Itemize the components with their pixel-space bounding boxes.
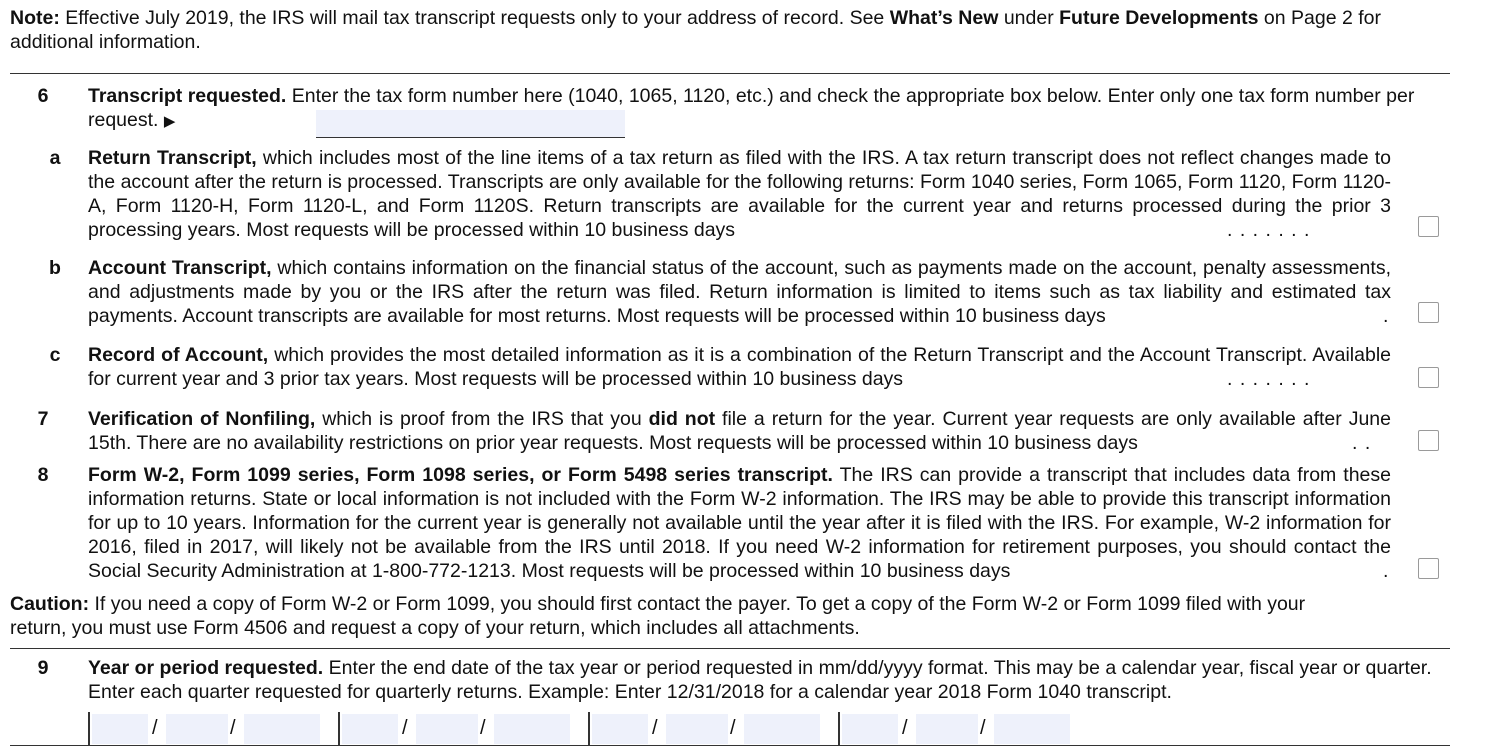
line-9-text	[88, 656, 1450, 704]
year-input[interactable]	[744, 714, 820, 744]
caution-paragraph	[10, 592, 1360, 640]
day-input[interactable]	[166, 714, 228, 744]
item-a-body: which includes most of the line items of a tax return as filed with the IRS. A tax return transcript does not reflect changes made to the account after the return is processed. Transcripts are only available for the following returns: Form 1040 series, Form 1065, Form 1120, Form 1120-A, Form 1120-H, Form 1120-L, and Form 1120S. Return transcripts are available for the current year and returns processed during the prior 3 processing years. Most requests will be processed within 10 business days	[88, 147, 1391, 241]
caution-label: Caution:	[10, 593, 90, 615]
date-slash: /	[652, 717, 658, 739]
verification-of-nonfiling-checkbox[interactable]	[1418, 430, 1439, 451]
item-a-title: Return Transcript,	[88, 147, 257, 169]
item-a-dots: . . . . . . .	[1227, 219, 1311, 241]
day-input[interactable]	[416, 714, 478, 744]
item-a-letter: a	[49, 147, 61, 169]
line-9-body: Enter the end date of the tax year or period requested in mm/dd/yyyy format. This may be a calendar year, fiscal year or quarter. Enter each quarter requested for quarterly returns. Example: Enter 12/31/2018 for a calendar year 2018 Form 1040 transcript.	[88, 657, 1432, 703]
year-input[interactable]	[994, 714, 1070, 744]
month-input[interactable]	[342, 714, 398, 744]
line-7-number: 7	[37, 408, 49, 430]
line-8-text	[88, 463, 1391, 583]
note-text-2: under	[998, 7, 1060, 29]
arrow-icon: ▶	[163, 113, 176, 130]
line-8-body: The IRS can provide a transcript that includes data from these information returns. State or local information is not included with the Form W-2 information. The IRS may be able to provide this transcript information for up to 10 years. Information for the current year is generally not available until the year after it is filed with the IRS. For example, W-2 information for 2016, filed in 2017, will likely not be available from the IRS until 2018. If you need W-2 information for retirement purposes, you should contact the Social Security Administration at 1-800-772-1213. Most requests will be processed within 10 business days	[88, 464, 1391, 582]
line-6-text	[88, 84, 1450, 134]
note-text-1: Effective July 2019, the IRS will mail tax transcript requests only to your address of record. See	[59, 7, 890, 29]
period-date-field-3[interactable]	[588, 712, 820, 746]
month-input[interactable]	[592, 714, 648, 744]
item-c-dots: . . . . . . .	[1227, 368, 1311, 390]
item-c-text	[88, 343, 1391, 391]
note-future-developments: Future Developments	[1059, 7, 1259, 29]
date-slash: /	[980, 717, 986, 739]
tax-form-number-input[interactable]	[316, 110, 625, 138]
date-slash: /	[902, 717, 908, 739]
item-c-letter: c	[49, 344, 61, 366]
item-b-title: Account Transcript,	[88, 257, 272, 279]
date-slash: /	[152, 717, 158, 739]
information-returns-transcript-checkbox[interactable]	[1418, 558, 1439, 579]
caution-text: If you need a copy of Form W-2 or Form 1099, you should first contact the payer. To get a copy of the Form W-2 or Form 1099 filed with your return, you must use Form 4506 and request a copy of your return, which includes all attachments.	[10, 593, 1306, 639]
item-b-text	[88, 256, 1391, 328]
date-slash: /	[480, 717, 486, 739]
date-slash: /	[730, 717, 736, 739]
note-label: Note:	[10, 7, 60, 29]
date-slash: /	[402, 717, 408, 739]
return-transcript-checkbox[interactable]	[1418, 216, 1439, 237]
line-6-body: Enter the tax form number here (1040, 1065, 1120, etc.) and check the appropriate box below. Enter only one tax form number per request.	[88, 85, 1415, 131]
note-paragraph	[10, 6, 1420, 54]
period-date-field-1[interactable]	[88, 712, 320, 746]
line-7-text	[88, 407, 1391, 455]
account-transcript-checkbox[interactable]	[1418, 302, 1439, 323]
month-input[interactable]	[92, 714, 148, 744]
line-7-body-2: file a return for the year. Current year requests are only available after June 15th. There are no availability restrictions on prior year requests. Most requests will be processed within 10 business days	[88, 408, 1391, 454]
divider-bottom	[10, 648, 1450, 649]
period-date-field-2[interactable]	[338, 712, 570, 746]
line-8-title: Form W-2, Form 1099 series, Form 1098 series, or Form 5498 series transcript.	[88, 464, 833, 486]
item-b-dots: .	[1383, 305, 1390, 327]
item-c-title: Record of Account,	[88, 344, 269, 366]
line-8-dots: .	[1383, 560, 1390, 582]
item-c-body: which provides the most detailed information as it is a combination of the Return Transcript and the Account Transcript. Available for current year and 3 prior tax years. Most requests will be processed within 10 business days	[88, 344, 1391, 390]
year-input[interactable]	[494, 714, 570, 744]
day-input[interactable]	[916, 714, 978, 744]
period-date-field-4[interactable]	[838, 712, 1070, 746]
item-a-text	[88, 146, 1391, 242]
line-7-dots: . .	[1352, 432, 1372, 454]
note-text-3: on Page 2 for additional information.	[10, 7, 1382, 53]
note-whats-new: What’s New	[889, 7, 999, 29]
line-9-title: Year or period requested.	[88, 657, 324, 679]
month-input[interactable]	[842, 714, 898, 744]
divider-footer	[10, 745, 1450, 746]
line-6-number: 6	[37, 85, 49, 107]
line-7-did-not: did not	[648, 408, 716, 430]
year-input[interactable]	[244, 714, 320, 744]
line-7-body-1: which is proof from the IRS that you	[315, 408, 649, 430]
item-b-letter: b	[49, 257, 61, 279]
date-slash: /	[230, 717, 236, 739]
line-8-number: 8	[37, 464, 49, 486]
record-of-account-checkbox[interactable]	[1418, 367, 1439, 388]
divider-top	[10, 73, 1450, 74]
line-6-title: Transcript requested.	[88, 85, 287, 107]
day-input[interactable]	[666, 714, 728, 744]
line-7-title: Verification of Nonfiling,	[88, 408, 316, 430]
item-b-body: which contains information on the financial status of the account, such as payments made on the account, penalty assessments, and adjustments made by you or the IRS after the return was filed. Return information is limited to items such as tax liability and estimated tax payments. Account transcripts are available for most returns. Most requests will be processed within 10 business days	[88, 257, 1391, 327]
line-9-number: 9	[37, 657, 49, 679]
